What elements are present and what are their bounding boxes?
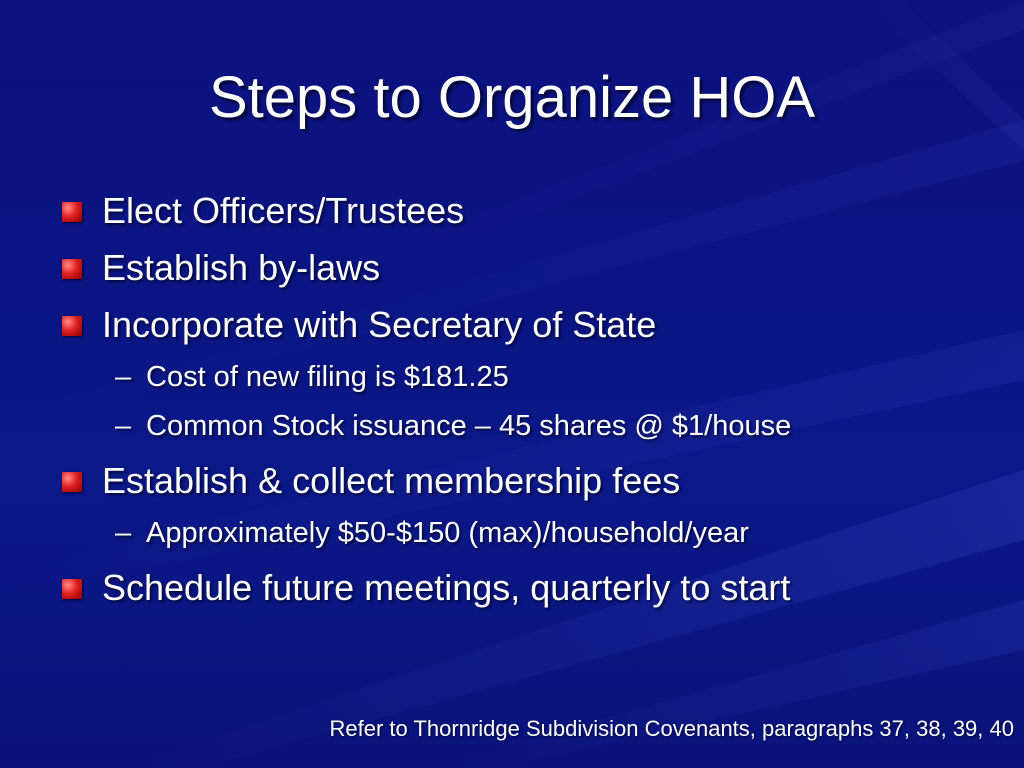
- red-square-bullet-icon: [62, 259, 82, 279]
- red-square-bullet-icon: [62, 472, 82, 492]
- red-square-bullet-icon: [62, 316, 82, 336]
- dash-bullet-icon: –: [115, 410, 132, 442]
- footnote: Refer to Thornridge Subdivision Covenants, paragraphs 37, 38, 39, 40: [329, 716, 1014, 741]
- bullet-item: Incorporate with Secretary of State: [102, 304, 657, 345]
- bullet-item: Establish & collect membership fees: [102, 460, 681, 501]
- sub-bullet-item: Common Stock issuance – 45 shares @ $1/house: [146, 410, 792, 442]
- dash-bullet-icon: –: [115, 517, 132, 549]
- slide-title: Steps to Organize HOA: [208, 65, 816, 130]
- red-square-bullet-icon: [62, 579, 82, 599]
- bullet-item: Elect Officers/Trustees: [102, 190, 465, 231]
- bullet-item: Schedule future meetings, quarterly to start: [102, 567, 791, 608]
- sub-bullet-item: Approximately $50-$150 (max)/household/year: [146, 517, 749, 549]
- bullet-item: Establish by-laws: [102, 247, 381, 288]
- sub-bullet-item: Cost of new filing is $181.25: [146, 361, 509, 393]
- dash-bullet-icon: –: [115, 361, 132, 393]
- red-square-bullet-icon: [62, 202, 82, 222]
